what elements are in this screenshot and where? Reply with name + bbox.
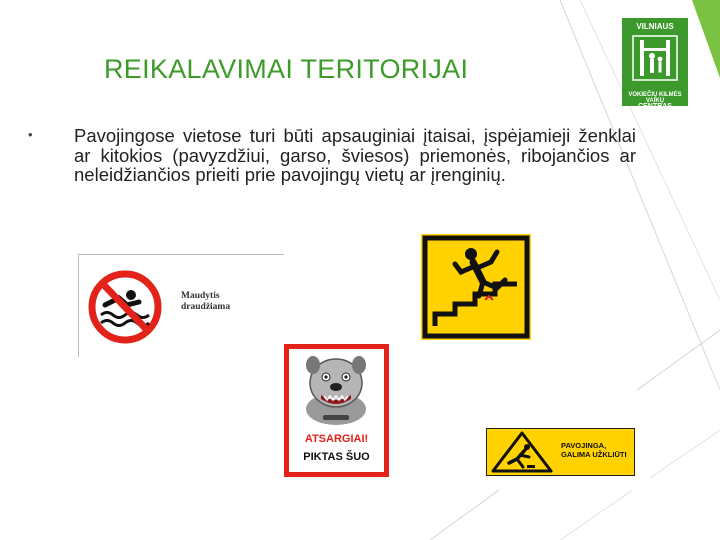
logo-city: VILNIAUS bbox=[636, 22, 674, 31]
tripping-person-icon bbox=[487, 429, 557, 475]
logo bbox=[622, 18, 688, 110]
swim-line2: draudžiama bbox=[181, 302, 231, 312]
corner-triangle bbox=[692, 0, 720, 78]
angry-dog-panel bbox=[289, 349, 384, 472]
angry-dog-sign bbox=[284, 344, 389, 477]
logo-subtitle: VOKIEČIŲ KILMĖS VAIKŲ bbox=[628, 92, 682, 104]
bulldog-icon bbox=[289, 349, 384, 429]
dog-warning-line1: ATSARGIAI! bbox=[304, 433, 369, 445]
bullet-text: Pavojingose vietose turi būti apsauginiai įtaisai, įspėjamieji ženklai ar kitokios (pavyzdžiui, garso, šviesos) priemonės, ribojančios ar neleidžiančios prieiti prie pavojingų vietų ar įrenginių. bbox=[74, 125, 636, 185]
slide-title: REIKALAVIMAI TERITORIJAI bbox=[104, 54, 469, 84]
falling-stairs-icon bbox=[421, 234, 531, 340]
slip-line2: GALIMA UŽKLIŪTI bbox=[561, 449, 627, 459]
slip-line1: PAVOJINGA, bbox=[561, 441, 607, 450]
swim-line1: Maudytis bbox=[181, 291, 220, 301]
logo-figure-icon bbox=[630, 34, 680, 84]
tripping-hazard-label bbox=[561, 442, 627, 459]
bullet-marker: • bbox=[28, 127, 33, 142]
no-swimming-sign bbox=[78, 254, 284, 357]
tripping-hazard-sign bbox=[482, 390, 650, 490]
no-swimming-icon bbox=[79, 255, 179, 357]
no-swimming-label bbox=[181, 291, 230, 313]
tripping-hazard-plate bbox=[486, 428, 635, 476]
logo-caption bbox=[622, 92, 688, 110]
logo-name: CENTRAS bbox=[638, 103, 672, 110]
falling-stairs-sign bbox=[421, 234, 531, 340]
dog-warning-line2: PIKTAS ŠUO bbox=[303, 451, 370, 463]
